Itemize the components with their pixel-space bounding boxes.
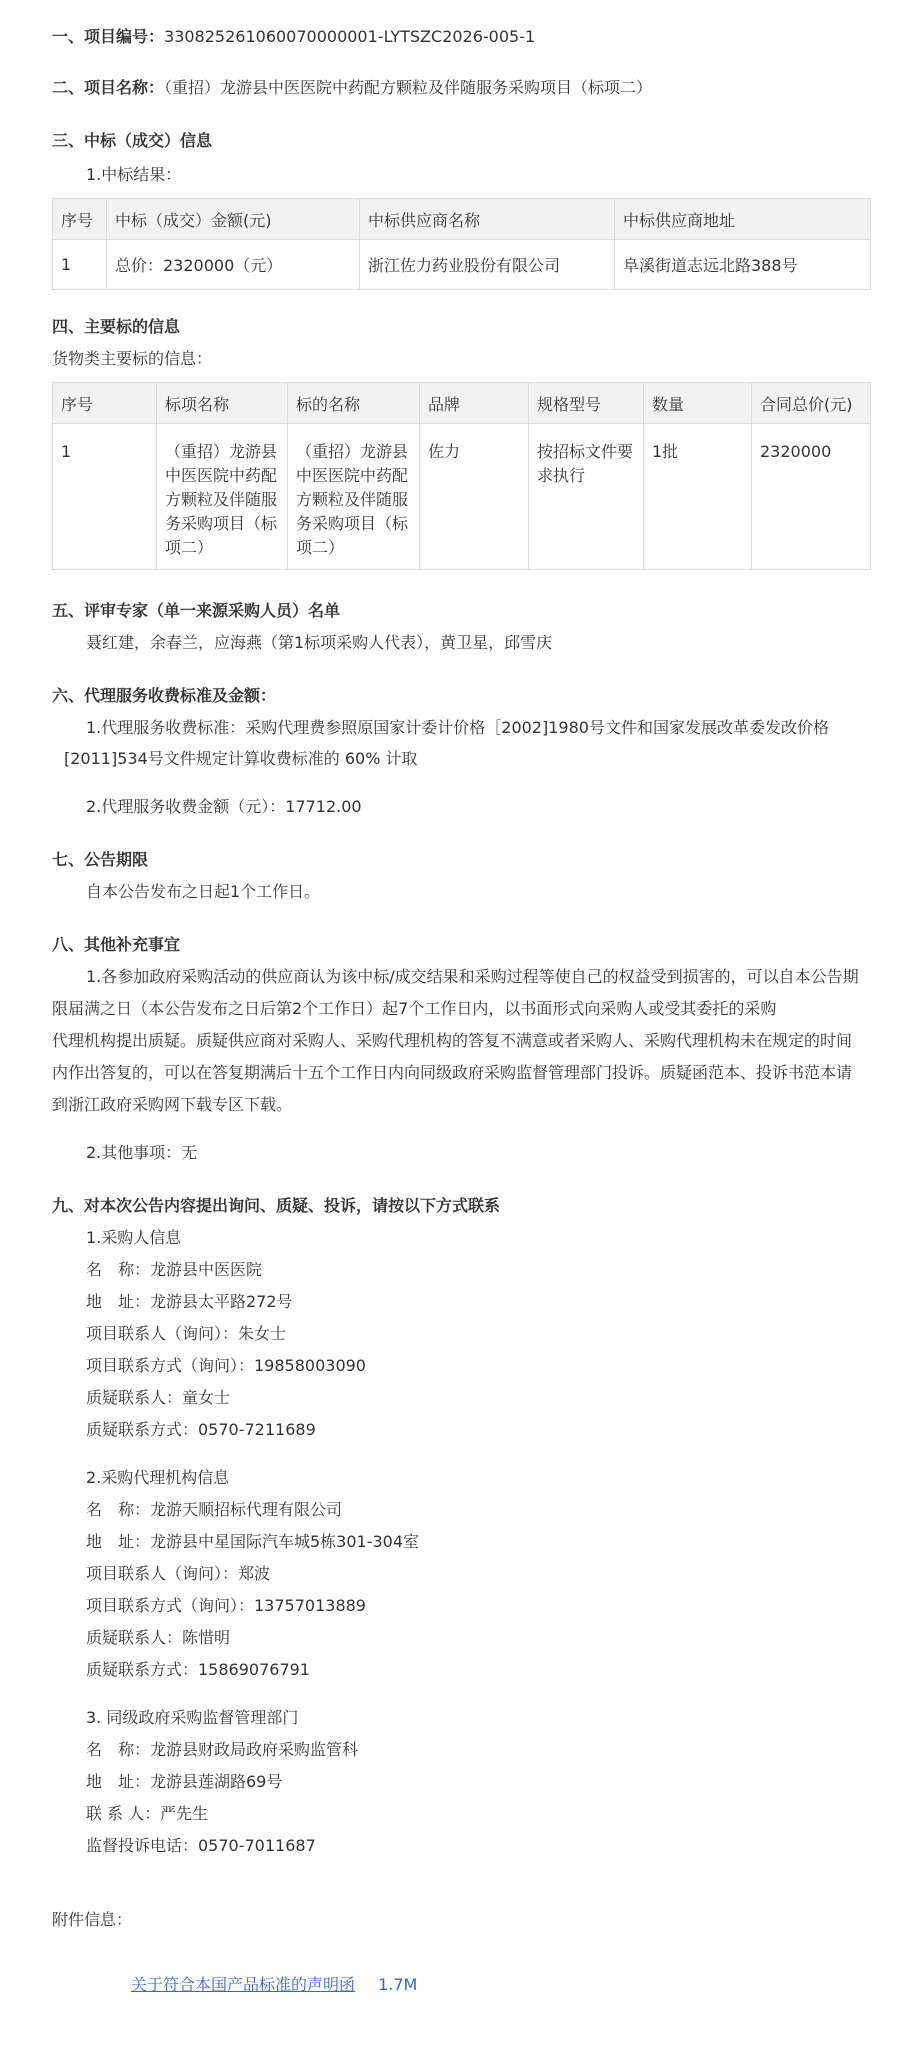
agency-info-line: 项目联系方式（询问）：13757013889 — [86, 1596, 366, 1615]
column-header: 规格型号 — [529, 383, 644, 424]
main-items-label: 货物类主要标的信息： — [52, 349, 213, 368]
column-header: 标的名称 — [288, 383, 420, 424]
section-period-title: 七、公告期限 — [52, 850, 149, 869]
attachment-label: 附件信息： — [52, 1910, 133, 1929]
supervisor-info-head: 3. 同级政府采购监督管理部门 — [86, 1708, 299, 1727]
purchaser-info-line: 质疑联系方式：0570-7211689 — [86, 1420, 316, 1439]
agency-fee-amount: 2.代理服务收费金额（元）：17712.00 — [86, 797, 362, 816]
section-agency-fee-title: 六、代理服务收费标准及金额： — [52, 686, 277, 705]
supervisor-info-line: 联 系 人：严先生 — [86, 1804, 209, 1823]
attachment-link[interactable]: 关于符合本国产品标准的声明函 — [131, 1975, 356, 1994]
agency-info-line: 地 址：龙游县中星国际汽车城5栋301-304室 — [86, 1532, 420, 1551]
attachment-row — [131, 1974, 417, 1996]
table-cell: （重招）龙游县中医医院中药配方颗粒及伴随服务采购项目（标项二） — [288, 424, 420, 570]
section-winning-info-title: 三、中标（成交）信息 — [52, 131, 213, 150]
project-number-value: 330825261060070000001-LYTSZC2026-005-1 — [164, 27, 536, 46]
attachment-size: 1.7M — [378, 1975, 418, 1994]
table-cell: 1 — [53, 424, 157, 570]
experts-list: 聂红建，余春兰，应海燕（第1标项采购人代表），黄卫星，邱雪庆 — [86, 633, 553, 652]
column-header: 合同总价(元) — [752, 383, 871, 424]
column-header: 序号 — [53, 199, 107, 240]
agency-info-line: 质疑联系人：陈惜明 — [86, 1628, 231, 1647]
agency-info-line: 项目联系人（询问）：郑波 — [86, 1564, 271, 1583]
section-experts-title: 五、评审专家（单一来源采购人员）名单 — [52, 601, 341, 620]
table-cell: 总价：2320000（元） — [107, 240, 360, 290]
period-text: 自本公告发布之日起1个工作日。 — [86, 882, 321, 901]
column-header: 标项名称 — [157, 383, 288, 424]
supervisor-info-line: 名 称：龙游县财政局政府采购监管科 — [86, 1740, 359, 1759]
section-title: 一、项目编号： — [52, 27, 165, 46]
main-items-table — [52, 382, 871, 570]
supervisor-info-line: 监督投诉电话：0570-7011687 — [86, 1836, 316, 1855]
winning-result-table — [52, 198, 871, 290]
agency-info-head: 2.采购代理机构信息 — [86, 1468, 230, 1487]
table-row — [53, 240, 871, 290]
column-header: 中标（成交）金额(元) — [107, 199, 360, 240]
table-cell: 1批 — [644, 424, 752, 570]
section-contact-title: 九、对本次公告内容提出询问、质疑、投诉，请按以下方式联系 — [52, 1196, 501, 1215]
project-name-value: （重招）龙游县中医医院中药配方颗粒及伴随服务采购项目（标项二） — [164, 78, 653, 97]
table-cell: （重招）龙游县中医医院中药配方颗粒及伴随服务采购项目（标项二） — [157, 424, 288, 570]
table-header-row — [53, 383, 871, 424]
section-other-title: 八、其他补充事宜 — [52, 935, 181, 954]
agency-info-line: 名 称：龙游天顺招标代理有限公司 — [86, 1500, 343, 1519]
purchaser-info-head: 1.采购人信息 — [86, 1228, 182, 1247]
column-header: 中标供应商名称 — [360, 199, 615, 240]
agency-fee-standard-cont: [2011]534号文件规定计算收费标准的 60% 计取 — [64, 749, 418, 768]
section-project-name — [52, 77, 652, 99]
purchaser-info-line: 项目联系人（询问）：朱女士 — [86, 1324, 287, 1343]
other-para-line: 1.各参加政府采购活动的供应商认为该中标/成交结果和采购过程等使自己的权益受到损害的，可以自本公告期 — [86, 967, 859, 986]
other-para-line: 到浙江政府采购网下载专区下载。 — [52, 1095, 293, 1114]
purchaser-info-line: 名 称：龙游县中医医院 — [86, 1260, 263, 1279]
table-cell: 佐力 — [420, 424, 529, 570]
column-header: 品牌 — [420, 383, 529, 424]
purchaser-info-line: 质疑联系人：童女士 — [86, 1388, 231, 1407]
table-cell: 按招标文件要求执行 — [529, 424, 644, 570]
other-para-line: 内作出答复的，可以在答复期满后十五个工作日内向同级政府采购监督管理部门投诉。质疑函范本、投诉书范本请 — [52, 1063, 853, 1082]
purchaser-info-line: 地 址：龙游县太平路272号 — [86, 1292, 293, 1311]
section-project-number — [52, 26, 535, 48]
column-header: 中标供应商地址 — [615, 199, 871, 240]
other-para-line: 限届满之日（本公告发布之日后第2个工作日）起7个工作日内，以书面形式向采购人或受其委托的采购 — [52, 999, 777, 1018]
table-cell: 浙江佐力药业股份有限公司 — [360, 240, 615, 290]
purchaser-info-line: 项目联系方式（询问）：19858003090 — [86, 1356, 366, 1375]
other-matters: 2.其他事项：无 — [86, 1143, 198, 1162]
supervisor-info-line: 地 址：龙游县莲湖路69号 — [86, 1772, 283, 1791]
other-para-line: 代理机构提出质疑。质疑供应商对采购人、采购代理机构的答复不满意或者采购人、采购代理机构未在规定的时间 — [52, 1031, 853, 1050]
agency-fee-standard: 1.代理服务收费标准：采购代理费参照原国家计委计价格［2002]1980号文件和国家发展改革委发改价格 — [86, 718, 829, 737]
table-row — [53, 424, 871, 570]
section-main-items-title: 四、主要标的信息 — [52, 317, 181, 336]
table-cell: 2320000 — [752, 424, 871, 570]
table-cell: 阜溪街道志远北路388号 — [615, 240, 871, 290]
column-header: 数量 — [644, 383, 752, 424]
winning-result-label: 1.中标结果： — [86, 165, 182, 184]
table-header-row — [53, 199, 871, 240]
agency-info-line: 质疑联系方式：15869076791 — [86, 1660, 310, 1679]
section-title: 二、项目名称： — [52, 78, 165, 97]
table-cell: 1 — [53, 240, 107, 290]
column-header: 序号 — [53, 383, 157, 424]
